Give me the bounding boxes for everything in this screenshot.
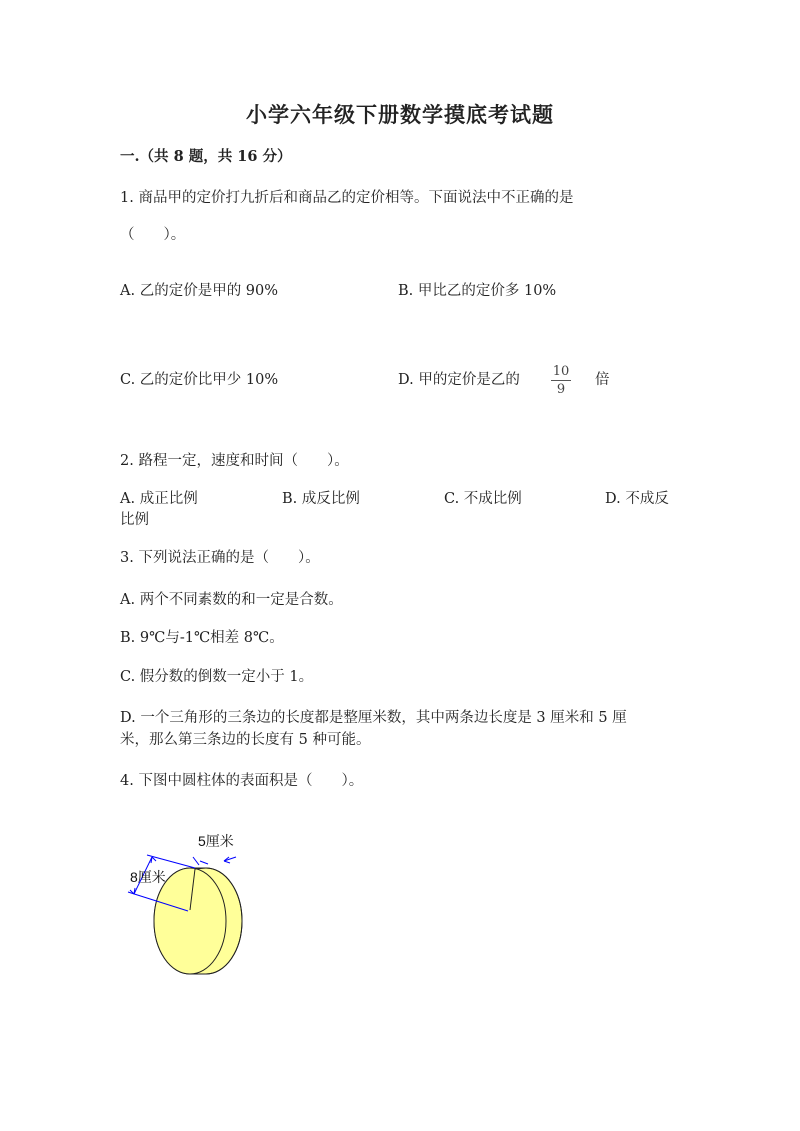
cylinder-figure — [120, 828, 260, 978]
question-3-option-d-line2: 米，那么第三条边的长度有 5 种可能。 — [120, 732, 371, 748]
question-1-option-d-fraction — [549, 364, 573, 397]
question-3-stem: 3. 下列说法正确的是（ ）。 — [120, 550, 320, 566]
question-2-option-a: A. 成正比例 — [120, 491, 198, 507]
question-2-option-d-line1: D. 不成反 — [605, 491, 669, 507]
question-1-option-c: C. 乙的定价比甲少 10% — [120, 372, 279, 388]
section-heading: 一.（共 8 题，共 16 分） — [120, 148, 292, 165]
radius-extension-top — [147, 855, 195, 868]
width-label: 5厘米 — [198, 833, 234, 849]
question-4-stem: 4. 下图中圆柱体的表面积是（ ）。 — [120, 773, 364, 789]
question-2-option-c: C. 不成比例 — [444, 491, 522, 507]
fraction-numerator: 10 — [552, 364, 570, 379]
question-1-option-d-prefix: D. 甲的定价是乙的 — [398, 372, 520, 388]
question-3-option-c: C. 假分数的倒数一定小于 1。 — [120, 669, 314, 685]
question-1-stem-line1: 1. 商品甲的定价打九折后和商品乙的定价相等。下面说法中不正确的是 — [120, 190, 574, 206]
width-arrow-left — [200, 861, 208, 864]
question-3-option-a: A. 两个不同素数的和一定是合数。 — [120, 592, 343, 608]
question-2-stem: 2. 路程一定，速度和时间（ ）。 — [120, 453, 349, 469]
radius-label: 8厘米 — [130, 869, 166, 885]
question-1-option-d-suffix: 倍 — [595, 372, 610, 388]
page-title: 小学六年级下册数学摸底考试题 — [246, 102, 554, 127]
question-2-option-d-line2: 比例 — [120, 512, 149, 528]
question-1-option-b: B. 甲比乙的定价多 10% — [398, 283, 557, 299]
width-tick-left — [193, 857, 199, 865]
fraction-denominator: 9 — [556, 382, 566, 397]
question-1-option-a: A. 乙的定价是甲的 90% — [120, 283, 279, 299]
cylinder-body — [154, 868, 242, 974]
question-3-option-d-line1: D. 一个三角形的三条边的长度都是整厘米数，其中两条边长度是 3 厘米和 5 厘 — [120, 710, 627, 726]
fraction-bar — [551, 380, 571, 381]
question-2-option-b: B. 成反比例 — [282, 491, 360, 507]
question-1-stem-line2: （ ）。 — [120, 227, 186, 243]
question-3-option-b: B. 9℃与-1℃相差 8℃。 — [120, 630, 284, 646]
width-dimension — [193, 857, 236, 865]
